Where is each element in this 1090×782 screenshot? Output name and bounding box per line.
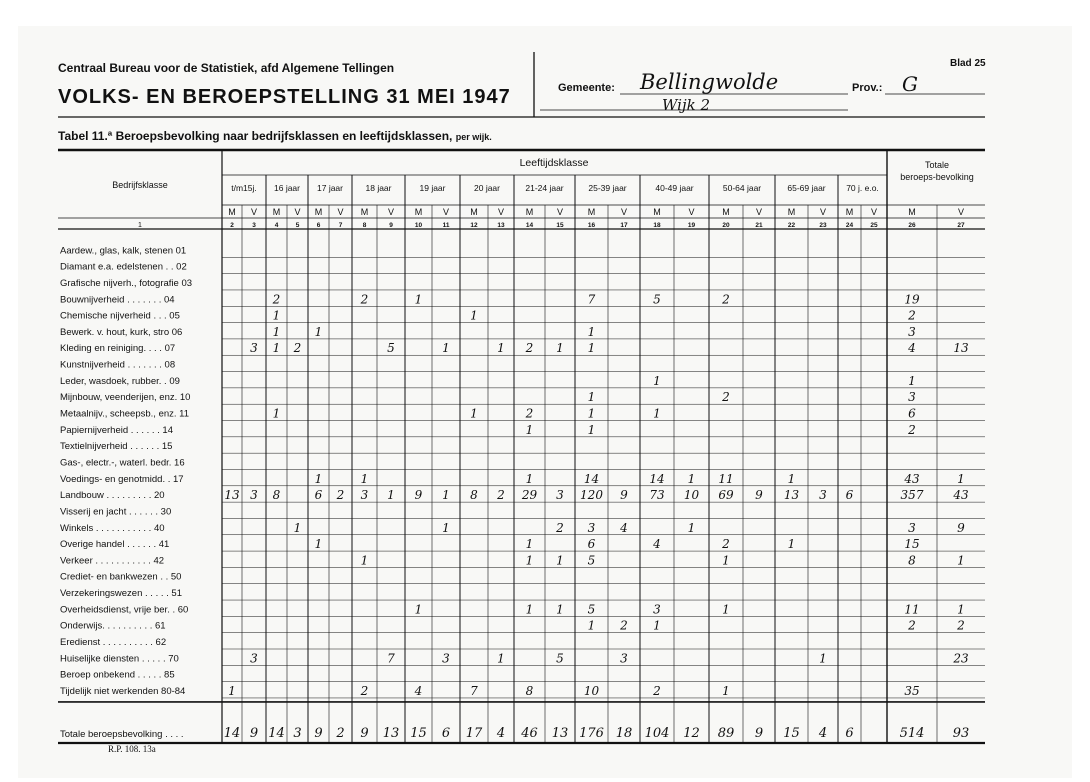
data-cell: 1 [525, 553, 534, 568]
data-cell: 1 [442, 520, 450, 535]
sex-label: M [272, 207, 281, 217]
total-cell: 6 [441, 726, 451, 741]
column-number: 12 [470, 222, 478, 229]
data-cell: 1 [470, 406, 478, 421]
data-cell: 2 [908, 618, 916, 633]
row-label: Leder, wasdoek, rubber. . 09 [60, 375, 180, 387]
row-label: Beroep onbekend . . . . . 85 [60, 669, 175, 681]
data-cell: 1 [957, 602, 965, 617]
data-cell: 2 [360, 292, 369, 307]
data-cell: 1 [787, 537, 796, 552]
data-cell: 8 [525, 683, 534, 698]
data-cell: 1 [687, 471, 696, 486]
data-cell: 7 [587, 292, 596, 307]
row-header-label: Bedrijfsklasse [112, 180, 168, 190]
data-cell: 2 [722, 292, 730, 307]
data-cell: 3 [250, 488, 258, 503]
sex-label: M [653, 207, 661, 217]
table-title-suffix: per wijk. [455, 132, 492, 142]
data-cell: 2 [722, 537, 730, 552]
sex-label: V [688, 207, 695, 217]
age-group-label: 17 jaar [317, 183, 343, 193]
data-cell: 2 [272, 292, 281, 307]
row-label: Aardew., glas, kalk, stenen 01 [60, 245, 187, 257]
column-number: 7 [338, 222, 343, 229]
data-cell: 10 [683, 488, 700, 503]
data-cell: 1 [525, 602, 534, 617]
data-cell: 3 [908, 520, 916, 535]
data-cell: 11 [904, 602, 920, 617]
totals-title-2: beroeps-bevolking [900, 172, 974, 182]
total-cell: 2 [336, 726, 345, 741]
data-cell: 2 [497, 488, 505, 503]
row-label: Onderwijs. . . . . . . . . . 61 [60, 620, 166, 632]
data-cell: 2 [336, 488, 345, 503]
sheet-number: Blad 25 [950, 58, 986, 69]
sex-label: V [870, 207, 878, 217]
sex-label: V [387, 207, 395, 217]
column-number: 4 [274, 222, 279, 229]
data-cell: 13 [953, 341, 969, 356]
data-cell: 3 [819, 488, 827, 503]
data-cell: 13 [224, 488, 240, 503]
form-title: VOLKS- EN BEROEPSTELLING 31 MEI 1947 [58, 86, 511, 108]
data-cell: 2 [908, 308, 916, 323]
sex-label: V [755, 207, 763, 217]
sex-label: V [250, 207, 258, 217]
sex-label: M [722, 207, 730, 217]
data-cell: 1 [587, 390, 596, 405]
data-cell: 2 [908, 422, 916, 437]
sex-label: V [620, 207, 628, 217]
sex-label: M [787, 207, 796, 217]
column-number: 9 [389, 222, 393, 229]
data-cell: 7 [470, 683, 478, 698]
data-cell: 1 [525, 471, 534, 486]
column-number: 5 [295, 222, 300, 229]
data-cell: 1 [525, 422, 534, 437]
total-cell: 9 [754, 726, 764, 741]
total-cell: 9 [249, 726, 259, 741]
data-cell: 1 [556, 553, 564, 568]
data-cell: 1 [722, 683, 730, 698]
row-label: Chemische nijverheid . . . 05 [60, 310, 180, 322]
data-cell: 5 [556, 651, 564, 666]
data-cell: 1 [525, 537, 534, 552]
sex-label: M [414, 207, 423, 217]
row-label: Overheidsdienst, vrije ber. . 60 [60, 604, 189, 616]
age-group-label: 20 jaar [474, 183, 500, 193]
data-cell: 2 [525, 406, 534, 421]
data-cell: 1 [587, 341, 596, 356]
row-label: Visserij en jacht . . . . . . 30 [60, 506, 172, 518]
data-cell: 8 [272, 488, 281, 503]
data-cell: 14 [583, 471, 600, 486]
row-label: Grafische nijverh., fotografie 03 [60, 277, 193, 289]
data-cell: 3 [587, 520, 596, 535]
data-cell: 3 [442, 651, 450, 666]
totals-title-1: Totale [924, 160, 950, 170]
column-number: 23 [819, 222, 827, 229]
data-cell: 4 [620, 520, 628, 535]
table-title-main: Tabel 11.ª Beroepsbevolking naar bedrijfsklassen en leeftijdsklassen, [58, 129, 453, 143]
data-cell: 4 [908, 341, 916, 356]
row-label: Gas-, electr.-, waterl. bedr. 16 [60, 457, 185, 469]
gemeente-label: Gemeente: [558, 82, 615, 94]
data-cell: 1 [497, 341, 505, 356]
sex-label: V [556, 207, 564, 217]
column-number: 6 [316, 222, 321, 229]
data-cell: 1 [653, 373, 661, 388]
data-cell: 1 [497, 651, 505, 666]
data-cell: 1 [687, 520, 696, 535]
row-label: Bewerk. v. hout, kurk, stro 06 [60, 326, 183, 338]
data-cell: 8 [908, 553, 916, 568]
sex-label: V [442, 207, 450, 217]
row-label: Huiselijke diensten . . . . . 70 [60, 653, 179, 665]
total-cell: 6 [845, 726, 854, 741]
data-cell: 1 [556, 602, 564, 617]
data-cell: 5 [653, 292, 661, 307]
data-cell: 1 [957, 553, 965, 568]
data-cell: 29 [521, 488, 538, 503]
row-label: Kleding en reiniging. . . . 07 [60, 343, 176, 355]
data-cell: 3 [653, 602, 661, 617]
data-cell: 1 [556, 341, 564, 356]
column-number: 24 [845, 222, 854, 229]
data-cell: 1 [414, 602, 423, 617]
data-cell: 1 [314, 324, 323, 339]
data-cell: 3 [250, 341, 258, 356]
data-cell: 1 [587, 324, 596, 339]
data-cell: 1 [442, 488, 450, 503]
data-cell: 2 [620, 618, 628, 633]
data-cell: 9 [620, 488, 628, 503]
row-label: Overige handel . . . . . . 41 [60, 539, 170, 551]
data-cell: 1 [819, 651, 827, 666]
data-cell: 1 [272, 324, 281, 339]
total-cell: 514 [899, 726, 925, 741]
total-cell: 89 [717, 726, 735, 741]
column-number: 16 [587, 222, 596, 229]
data-cell: 6 [908, 406, 916, 421]
total-cell: 15 [783, 726, 800, 741]
age-group-label: 16 jaar [274, 183, 300, 193]
data-cell: 1 [442, 341, 450, 356]
row-label: Diamant e.a. edelstenen . . 02 [60, 261, 187, 273]
column-number: 20 [722, 222, 730, 229]
column-number: 15 [556, 222, 564, 229]
sex-label: V [337, 207, 344, 217]
total-cell: 4 [818, 726, 828, 741]
sex-label: V [819, 207, 827, 217]
data-cell: 6 [587, 537, 596, 552]
data-cell: 1 [293, 520, 302, 535]
sex-label: M [845, 207, 854, 217]
data-cell: 3 [250, 651, 258, 666]
data-cell: 43 [953, 488, 969, 503]
row-label: Textielnijverheid . . . . . . 15 [60, 441, 173, 453]
data-cell: 3 [908, 324, 916, 339]
total-cell: 15 [410, 726, 427, 741]
age-group-label: 50-64 jaar [722, 183, 762, 193]
data-cell: 15 [904, 537, 920, 552]
data-cell: 10 [583, 683, 600, 698]
data-cell: 1 [228, 683, 236, 698]
age-group-label: 25-39 jaar [588, 183, 627, 193]
wijk-value: Wijk 2 [662, 96, 711, 114]
total-cell: 14 [268, 726, 285, 741]
data-cell: 1 [653, 618, 661, 633]
data-cell: 5 [387, 341, 395, 356]
age-group-label: 19 jaar [419, 183, 446, 193]
total-cell: 12 [683, 726, 700, 741]
data-cell: 1 [587, 618, 596, 633]
column-number: 8 [362, 222, 367, 229]
data-cell: 7 [387, 651, 395, 666]
data-cell: 2 [556, 520, 564, 535]
data-cell: 9 [414, 488, 423, 503]
data-cell: 3 [360, 488, 369, 503]
data-cell: 69 [718, 488, 734, 503]
sex-label: M [470, 207, 478, 217]
data-cell: 1 [387, 488, 395, 503]
agency-line: Centraal Bureau voor de Statistiek, afd Algemene Tellingen [58, 61, 395, 75]
row-label: Bouwnijverheid . . . . . . . 04 [60, 294, 175, 306]
column-number: 14 [525, 222, 534, 229]
data-cell: 1 [787, 471, 796, 486]
data-cell: 1 [360, 471, 369, 486]
total-cell: 4 [496, 726, 506, 741]
total-cell: 176 [579, 726, 604, 741]
total-cell: 13 [551, 726, 569, 741]
data-cell: 11 [718, 471, 734, 486]
sex-label: V [294, 207, 301, 217]
age-group-label: 18 jaar [365, 183, 392, 193]
row-header-number: 1 [138, 222, 142, 229]
column-number: 11 [442, 222, 450, 229]
age-class-title: Leeftijdsklasse [519, 157, 589, 169]
age-group-label: t/m15j. [231, 183, 257, 193]
data-cell: 2 [957, 618, 965, 633]
data-cell: 2 [653, 683, 661, 698]
form-code: R.P. 108. 13a [108, 744, 156, 754]
total-cell: 9 [360, 726, 369, 741]
column-number: 22 [787, 222, 796, 229]
data-cell: 4 [653, 537, 661, 552]
data-cell: 1 [470, 308, 478, 323]
data-cell: 2 [722, 390, 730, 405]
row-label: Verzekeringswezen . . . . . 51 [60, 588, 182, 600]
data-cell: 9 [755, 488, 763, 503]
data-cell: 43 [904, 471, 920, 486]
total-cell: 17 [465, 726, 483, 741]
data-cell: 5 [587, 602, 596, 617]
sex-label: V [957, 207, 965, 217]
column-number: 3 [252, 222, 256, 229]
sex-label: M [314, 207, 323, 217]
data-cell: 1 [360, 553, 369, 568]
total-cell: 93 [952, 726, 970, 741]
data-cell: 1 [272, 406, 281, 421]
sex-label: M [228, 207, 236, 217]
data-cell: 1 [653, 406, 661, 421]
column-number: 18 [653, 222, 661, 229]
column-number: 19 [687, 222, 696, 229]
data-cell: 35 [904, 683, 920, 698]
total-cell: 14 [223, 726, 241, 741]
row-label: Landbouw . . . . . . . . . 20 [60, 490, 165, 502]
total-cell: 3 [293, 726, 302, 741]
age-group-label: 40-49 jaar [655, 183, 694, 193]
data-cell: 4 [414, 683, 423, 698]
total-cell: 9 [314, 726, 323, 741]
data-cell: 5 [587, 553, 596, 568]
data-cell: 120 [580, 488, 603, 503]
sex-label: M [525, 207, 534, 217]
data-cell: 1 [587, 422, 596, 437]
row-label: Kunstnijverheid . . . . . . . 08 [60, 359, 176, 371]
data-cell: 1 [314, 537, 323, 552]
column-number: 27 [957, 222, 965, 229]
row-label: Papiernijverheid . . . . . . 14 [60, 424, 174, 436]
data-cell: 13 [783, 488, 800, 503]
data-cell: 357 [900, 488, 924, 503]
data-cell: 1 [722, 602, 730, 617]
sex-label: M [908, 207, 916, 217]
total-cell: 13 [382, 726, 400, 741]
total-row-label: Totale beroepsbevolking . . . . [60, 729, 184, 740]
row-label: Metaalnijv., scheepsb., enz. 11 [60, 408, 190, 420]
data-cell: 2 [293, 341, 302, 356]
column-number: 17 [620, 222, 628, 229]
data-cell: 1 [957, 471, 965, 486]
column-number: 2 [230, 222, 234, 229]
data-cell: 1 [722, 553, 730, 568]
column-number: 26 [908, 222, 916, 229]
column-number: 10 [414, 222, 423, 229]
column-number: 13 [497, 222, 505, 229]
age-group-label: 21-24 jaar [525, 183, 564, 193]
data-cell: 9 [957, 520, 965, 535]
row-label: Mijnbouw, veenderijen, enz. 10 [60, 392, 191, 404]
total-cell: 18 [615, 726, 633, 741]
data-cell: 73 [649, 488, 665, 503]
sex-label: M [360, 207, 369, 217]
data-cell: 1 [908, 373, 916, 388]
age-group-label: 70 j. e.o. [846, 183, 879, 193]
sex-label: V [497, 207, 505, 217]
data-cell: 19 [904, 292, 920, 307]
data-cell: 1 [272, 341, 281, 356]
column-number: 21 [755, 222, 763, 229]
data-cell: 1 [587, 406, 596, 421]
data-cell: 14 [649, 471, 665, 486]
age-group-label: 65-69 jaar [787, 183, 826, 193]
data-cell: 6 [845, 488, 854, 503]
total-cell: 104 [644, 726, 670, 741]
column-number: 25 [870, 222, 878, 229]
data-cell: 2 [360, 683, 369, 698]
data-cell: 6 [314, 488, 323, 503]
data-cell: 2 [525, 341, 534, 356]
total-cell: 46 [521, 726, 538, 741]
row-label: Winkels . . . . . . . . . . . 40 [60, 522, 165, 534]
province-value: G [902, 72, 918, 96]
data-cell: 1 [414, 292, 423, 307]
gemeente-value: Bellingwolde [640, 70, 779, 94]
data-cell: 3 [620, 651, 628, 666]
province-label: Prov.: [852, 82, 883, 94]
data-cell: 3 [908, 390, 916, 405]
data-cell: 8 [470, 488, 478, 503]
sex-label: M [587, 207, 596, 217]
row-label: Verkeer . . . . . . . . . . . 42 [60, 555, 165, 567]
row-label: Tijdelijk niet werkenden 80-84 [60, 685, 186, 697]
row-label: Voedings- en genotmidd. . 17 [60, 473, 184, 485]
data-cell: 1 [314, 471, 323, 486]
data-cell: 3 [556, 488, 564, 503]
row-label: Eredienst . . . . . . . . . . 62 [60, 637, 167, 648]
row-label: Crediet- en bankwezen . . 50 [60, 571, 182, 583]
data-cell: 23 [953, 651, 969, 666]
data-cell: 1 [272, 308, 281, 323]
